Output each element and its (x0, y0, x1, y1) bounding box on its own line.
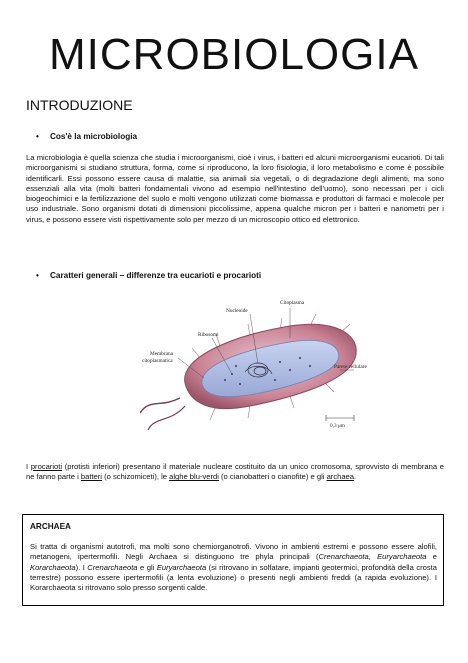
italic-run: Korarchaeota (30, 562, 76, 572)
label-parete: Parete cellulare (334, 364, 367, 370)
text-run: (protisti inferiori) presentano il materiale nucleare costituito da un unico cromosoma, sprovvisto di membrana e ne fanno parte i (26, 462, 444, 482)
text-run: e (426, 552, 437, 562)
document-title: MICROBIOLOGIA (49, 30, 419, 79)
section-heading: INTRODUZIONE (26, 97, 133, 113)
text-run: ). I (75, 562, 88, 572)
text-run: (o schizomiceti), le (102, 472, 170, 482)
bullet-text: Cos'è la microbiologia (50, 132, 138, 141)
label-membrana-2: citoplasmatica (142, 358, 173, 364)
label-membrana-1: Membrana (150, 351, 173, 357)
intro-paragraph: La microbiologia è quella scienza che studia i microorganismi, cioè i virus, i batteri ed alcuni microorganismi eucarioti. Di tali microorganismi si studiano struttura, forma, come si riproducono, la loro fisiologia, il loro metabolismo e come è possibile identificarli. Essi possono essere causa di malattie, sia animali sia vegetali, o di degradazione degli alimenti, ma sono essenziali alla vita (molti batteri fondamentali vivono ad esempio nell'intestino dell'uomo), sono necessari per i cicli biogeochimici e la fertilizzazione del suolo e molti vengono utilizzati come biomassa e produttori di farmaci e molecole per uso industriale. Sono organismi dotati di dimensioni piccolissime, appena qualche micron per i batteri e nanometri per i virus, e possono essere visti rispettivamente solo per mezzo di un microscopio ottico ed elettronico. (26, 153, 444, 224)
text-run: e gli (137, 562, 157, 572)
bullet-item-2 (36, 270, 261, 281)
bullet-item-1 (36, 131, 137, 142)
italic-run: Crenarchaeota (87, 562, 138, 572)
bullet-text: Caratteri generali – differenze tra eucarioti e procarioti (50, 271, 262, 280)
archaea-box (22, 514, 444, 606)
bullet-dot: • (36, 271, 39, 280)
term-procarioti: procarioti (30, 462, 63, 471)
text-run: . (354, 472, 357, 482)
text-run: (si ritrovano in solfatare, impianti geotermici, profondità della crosta terrestre) possono essere ipertermofili (a lenta evoluzione) o presenti negli ambienti freddi (a rapida evoluzione). I Korarchaeota si ritrovano solo presso sorgenti calde. (30, 562, 438, 593)
bullet-dot: • (36, 132, 39, 141)
label-ribosomi: Ribosomi (198, 332, 219, 338)
italic-run: Euryarchaeota (156, 562, 207, 572)
link-alghe[interactable]: alghe blu-verdi (169, 472, 219, 482)
prokaryote-cell-illustration (140, 288, 370, 438)
text-run: (o cianobatteri o cianofite) e gli (218, 472, 327, 482)
procarioti-paragraph (26, 462, 444, 483)
label-citoplasma: Citoplasma (280, 300, 305, 306)
label-scale: 0,3 μm (330, 423, 345, 429)
link-batteri[interactable]: batteri (80, 472, 102, 482)
text-run: Si tratta di organismi autotrofi, ma molti sono chemiorganotrofi. Vivono in ambienti estremi e possono essere alofili, metanogeni, ipertermofili. Negli Archaea si distinguono tre phyla principali ( (30, 542, 437, 562)
italic-run: Crenarchaeota, Euryarchaeota (318, 552, 427, 562)
text-run: I (26, 462, 31, 471)
label-nucleoide: Nucleoide (226, 308, 248, 314)
archaea-title: ARCHAEA (30, 522, 71, 531)
archaea-text (30, 542, 437, 593)
link-archaea[interactable]: archaea (326, 472, 355, 482)
